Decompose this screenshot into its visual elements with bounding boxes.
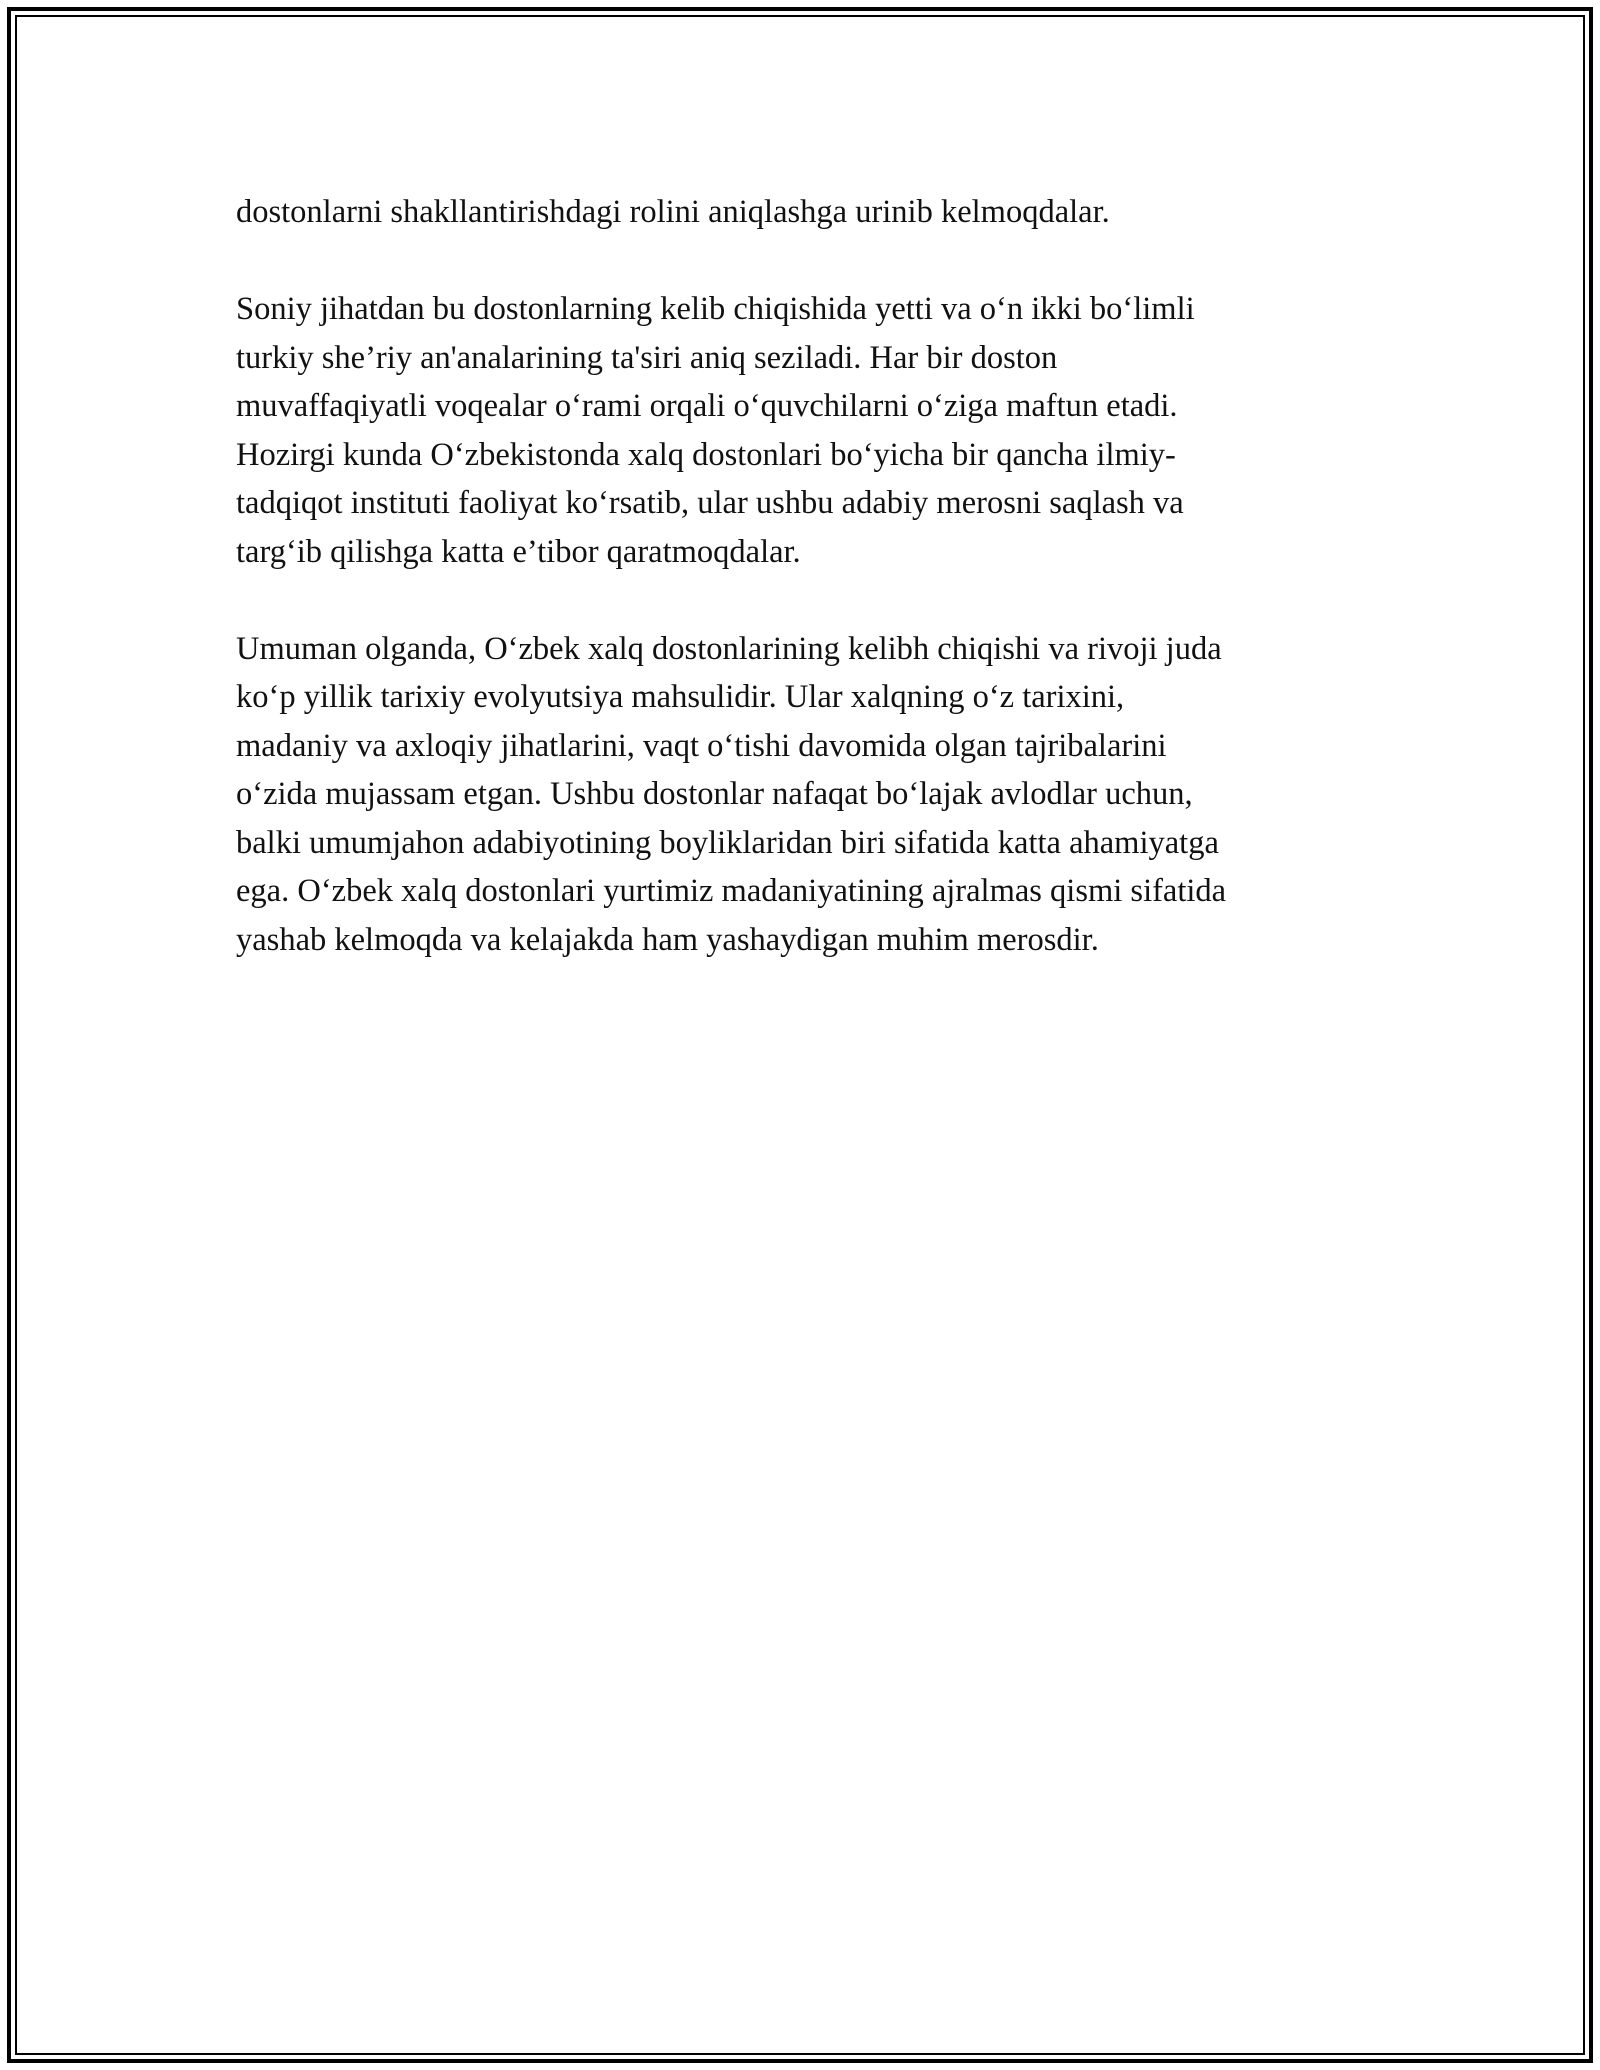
text-line: Hozirgi kunda O‘zbekistonda xalq dostonlari bo‘yicha bir qancha ilmiy- <box>236 436 1176 473</box>
paragraph-3 <box>236 625 1366 965</box>
text-line: ko‘p yillik tarixiy evolyutsiya mahsulidir. Ular xalqning o‘z tarixini, <box>236 679 1125 715</box>
text-line: dostonlarni shakllantirishdagi rolini aniqlashga urinib kelmoqdalar. <box>236 194 1110 230</box>
text-line: yashab kelmoqda va kelajakda ham yashaydigan muhim merosdir. <box>236 921 1099 958</box>
text-line: turkiy she’riy an'analarining ta'siri aniq seziladi. Har bir doston <box>236 339 1058 376</box>
text-line: tadqiqot instituti faoliyat ko‘rsatib, ular ushbu adabiy merosni saqlash va <box>236 485 1184 521</box>
text-line: Umuman olganda, O‘zbek xalq dostonlarining kelibh chiqishi va rivoji juda <box>236 630 1222 667</box>
paragraph-1 <box>236 188 1366 237</box>
paragraph-2 <box>236 285 1366 576</box>
text-line: muvaffaqiyatli voqealar o‘rami orqali o‘quvchilarni o‘ziga maftun etadi. <box>236 388 1178 424</box>
text-line: Soniy jihatdan bu dostonlarning kelib chiqishida yetti va o‘n ikki bo‘limli <box>236 291 1195 327</box>
text-line: targ‘ib qilishga katta e’tibor qaratmoqdalar. <box>236 533 801 570</box>
text-line: ega. O‘zbek xalq dostonlari yurtimiz madaniyatining ajralmas qismi sifatida <box>236 873 1227 909</box>
text-line: madaniy va axloqiy jihatlarini, vaqt o‘tishi davomida olgan tajribalarini <box>236 727 1167 764</box>
document-body <box>236 188 1366 1013</box>
text-line: balki umumjahon adabiyotining boyliklaridan biri sifatida katta ahamiyatga <box>236 824 1219 861</box>
text-line: o‘zida mujassam etgan. Ushbu dostonlar nafaqat bo‘lajak avlodlar uchun, <box>236 776 1193 812</box>
